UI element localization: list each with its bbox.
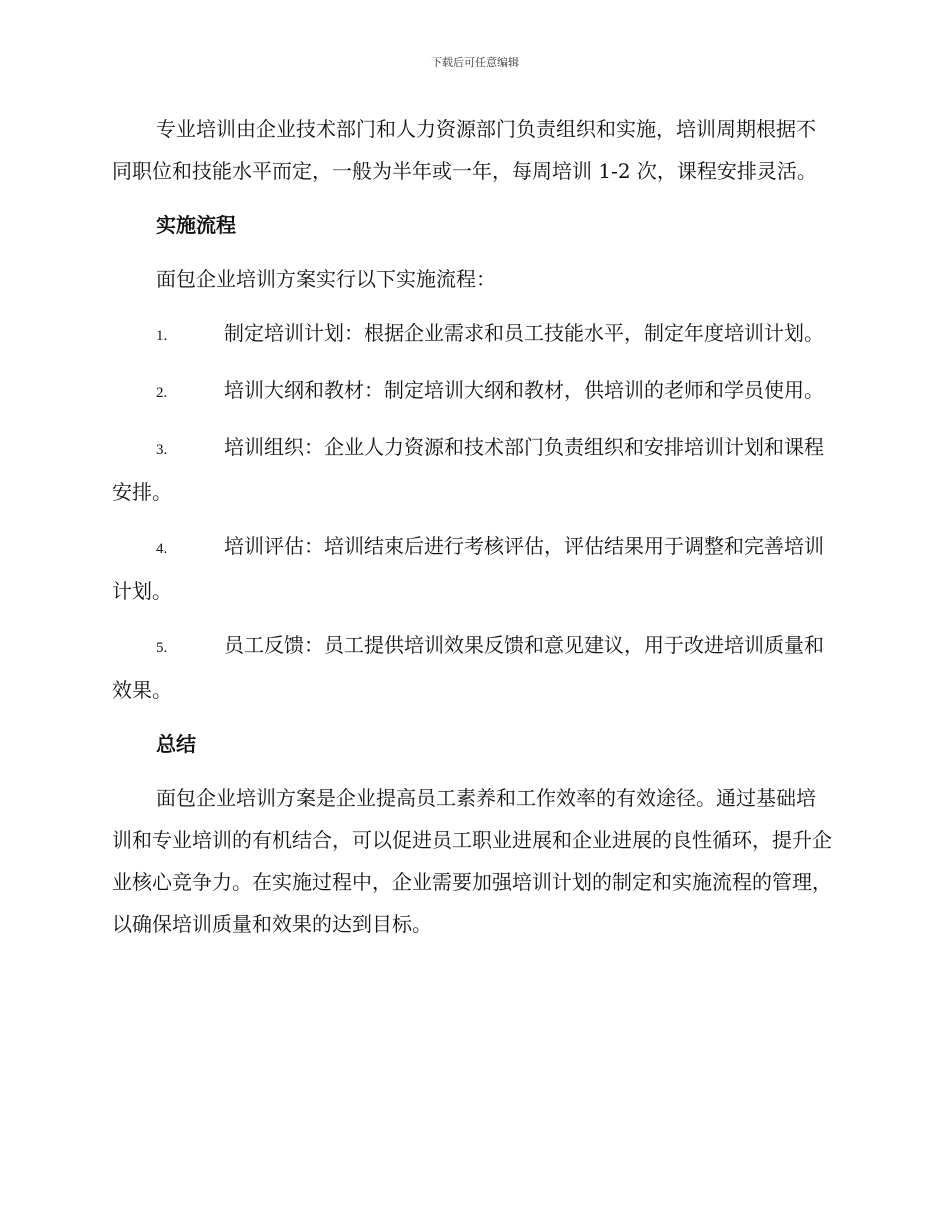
list-item-text: 制定培训计划：根据企业需求和员工技能水平，制定年度培训计划。 (224, 321, 824, 345)
list-item-text: 培训评估：培训结束后进行考核评估，评估结果用于调整和完善培训计划。 (112, 534, 824, 603)
list-item-text: 员工反馈：员工提供培训效果反馈和意见建议，用于改进培训质量和效果。 (112, 633, 824, 702)
list-item (112, 312, 834, 357)
list-number: 1. (156, 328, 168, 344)
list-item (112, 426, 834, 513)
section-heading-summary: 总结 (156, 732, 196, 756)
document-body (112, 108, 834, 957)
section-heading-implementation: 实施流程 (156, 213, 236, 237)
list-item-text: 培训组织：企业人力资源和技术部门负责组织和安排培训计划和课程安排。 (112, 435, 824, 504)
summary-paragraph: 面包企业培训方案是企业提高员工素养和工作效率的有效途径。通过基础培训和专业培训的有机结合，可以促进员工职业进展和企业进展的良性循环，提升企业核心竞争力。在实施过程中，企业需要加强培训计划的制定和实施流程的管理，以确保培训质量和效果的达到目标。 (112, 786, 832, 936)
list-number: 2. (156, 385, 168, 401)
list-number: 3. (156, 442, 168, 458)
implementation-lead: 面包企业培训方案实行以下实施流程： (156, 267, 496, 291)
list-item (112, 369, 834, 414)
list-item (112, 525, 834, 612)
list-number: 5. (156, 640, 168, 656)
page-header: 下载后可任意编辑 (431, 56, 519, 69)
list-item (112, 624, 834, 711)
list-item-text: 培训大纲和教材：制定培训大纲和教材，供培训的老师和学员使用。 (224, 378, 824, 402)
list-number: 4. (156, 541, 168, 557)
intro-paragraph: 专业培训由企业技术部门和人力资源部门负责组织和实施，培训周期根据不同职位和技能水平而定，一般为半年或一年，每周培训 1-2 次，课程安排灵活。 (112, 117, 817, 183)
